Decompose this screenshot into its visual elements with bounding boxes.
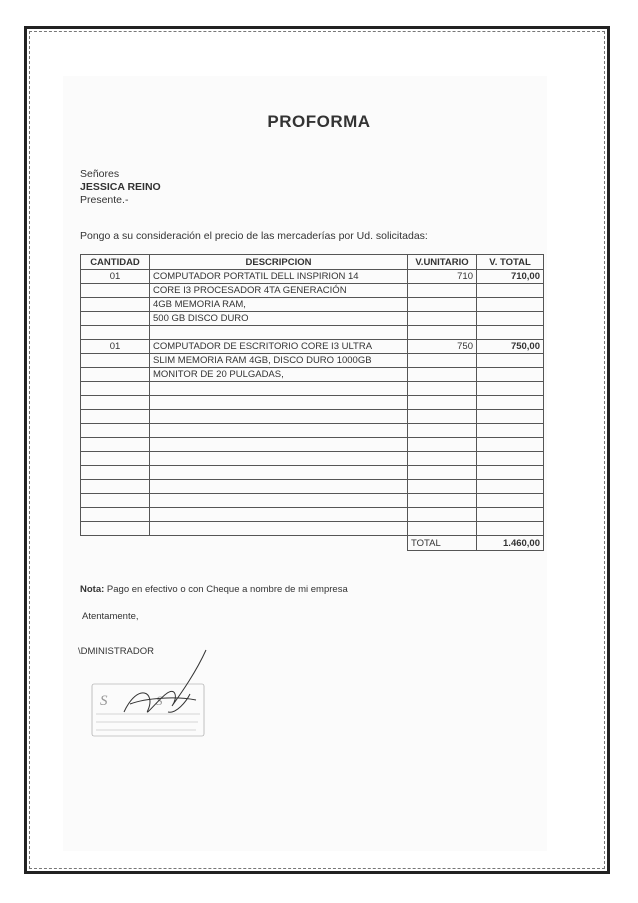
cell-total — [477, 480, 544, 494]
cell-cantidad — [81, 368, 150, 382]
intro-text: Pongo a su consideración el precio de las mercaderías por Ud. solicitadas: — [80, 230, 428, 242]
table-row — [81, 522, 544, 536]
table-row — [81, 368, 544, 382]
cell-descripcion: COMPUTADOR PORTATIL DELL INSPIRION 14 — [150, 270, 408, 284]
cell-unitario — [408, 424, 477, 438]
cell-descripcion — [150, 438, 408, 452]
cell-descripcion — [150, 410, 408, 424]
cell-descripcion — [150, 466, 408, 480]
cell-cantidad — [81, 522, 150, 536]
cell-unitario: 750 — [408, 340, 477, 354]
cell-descripcion: MONITOR DE 20 PULGADAS, — [150, 368, 408, 382]
cell-cantidad — [81, 354, 150, 368]
cell-descripcion — [150, 424, 408, 438]
table-row — [81, 452, 544, 466]
cell-cantidad — [81, 508, 150, 522]
header-unitario: V.UNITARIO — [408, 255, 477, 270]
table-row — [81, 382, 544, 396]
cell-total — [477, 354, 544, 368]
cell-total — [477, 410, 544, 424]
cell-descripcion — [150, 382, 408, 396]
table-row — [81, 494, 544, 508]
cell-total — [477, 284, 544, 298]
table-row — [81, 480, 544, 494]
cell-total — [477, 424, 544, 438]
cell-descripcion — [150, 396, 408, 410]
cell-unitario — [408, 298, 477, 312]
salutation: Señores — [80, 168, 120, 180]
table-row — [81, 508, 544, 522]
cell-unitario: 710 — [408, 270, 477, 284]
cell-total — [477, 466, 544, 480]
cell-total — [477, 438, 544, 452]
table-row — [81, 410, 544, 424]
cell-cantidad — [81, 494, 150, 508]
cell-total: 710,00 — [477, 270, 544, 284]
cell-descripcion: CORE I3 PROCESADOR 4TA GENERACIÓN — [150, 284, 408, 298]
cell-unitario — [408, 368, 477, 382]
cell-total — [477, 298, 544, 312]
cell-unitario — [408, 466, 477, 480]
cell-cantidad — [81, 284, 150, 298]
cell-total: 750,00 — [477, 340, 544, 354]
items-table — [80, 254, 544, 551]
cell-cantidad: 01 — [81, 270, 150, 284]
note — [80, 584, 348, 595]
cell-unitario — [408, 396, 477, 410]
svg-text:S: S — [156, 693, 163, 708]
closing-text: Atentamente, — [82, 611, 139, 622]
signer-title: \DMINISTRADOR — [78, 646, 154, 657]
cell-cantidad — [81, 466, 150, 480]
table-row — [81, 438, 544, 452]
table-row — [81, 326, 544, 340]
svg-text:S: S — [100, 693, 108, 709]
cell-cantidad — [81, 410, 150, 424]
table-row — [81, 312, 544, 326]
cell-total — [477, 312, 544, 326]
cell-unitario — [408, 410, 477, 424]
signature-and-stamp — [86, 642, 236, 742]
table-row — [81, 396, 544, 410]
cell-cantidad — [81, 382, 150, 396]
table-row — [81, 466, 544, 480]
cell-descripcion — [150, 480, 408, 494]
cell-unitario — [408, 494, 477, 508]
note-text: Pago en efectivo o con Cheque a nombre de mi empresa — [106, 584, 348, 595]
cell-descripcion: 500 GB DISCO DURO — [150, 312, 408, 326]
cell-unitario — [408, 438, 477, 452]
table-row — [81, 284, 544, 298]
cell-total — [477, 382, 544, 396]
note-label: Nota: — [80, 584, 105, 595]
total-row — [81, 536, 544, 551]
cell-cantidad — [81, 424, 150, 438]
cell-unitario — [408, 452, 477, 466]
recipient-name: JESSICA REINO — [80, 181, 161, 193]
cell-descripcion — [150, 494, 408, 508]
cell-cantidad — [81, 312, 150, 326]
cell-total — [477, 522, 544, 536]
cell-descripcion: SLIM MEMORIA RAM 4GB, DISCO DURO 1000GB — [150, 354, 408, 368]
cell-total — [477, 326, 544, 340]
cell-total — [477, 396, 544, 410]
cell-unitario — [408, 382, 477, 396]
header-cantidad: CANTIDAD — [81, 255, 150, 270]
cell-descripcion — [150, 452, 408, 466]
table-row — [81, 340, 544, 354]
table-row — [81, 298, 544, 312]
cell-cantidad — [81, 326, 150, 340]
cell-unitario — [408, 354, 477, 368]
cell-descripcion — [150, 522, 408, 536]
table-header-row — [81, 255, 544, 270]
cell-descripcion — [150, 508, 408, 522]
table-row — [81, 354, 544, 368]
cell-unitario — [408, 284, 477, 298]
cell-cantidad — [81, 298, 150, 312]
cell-descripcion — [150, 326, 408, 340]
total-value: 1.460,00 — [477, 536, 544, 551]
cell-cantidad — [81, 452, 150, 466]
cell-cantidad — [81, 438, 150, 452]
total-label: TOTAL — [408, 536, 477, 551]
handwritten-signature — [124, 650, 206, 712]
header-total: V. TOTAL — [477, 255, 544, 270]
document-title: PROFORMA — [267, 112, 371, 131]
cell-unitario — [408, 522, 477, 536]
cell-unitario — [408, 480, 477, 494]
cell-total — [477, 452, 544, 466]
cell-unitario — [408, 326, 477, 340]
presente: Presente.- — [80, 194, 129, 206]
table-row — [81, 424, 544, 438]
cell-unitario — [408, 508, 477, 522]
cell-unitario — [408, 312, 477, 326]
table-row — [81, 270, 544, 284]
cell-total — [477, 494, 544, 508]
cell-cantidad: 01 — [81, 340, 150, 354]
cell-descripcion: 4GB MEMORIA RAM, — [150, 298, 408, 312]
cell-cantidad — [81, 396, 150, 410]
cell-descripcion: COMPUTADOR DE ESCRITORIO CORE I3 ULTRA — [150, 340, 408, 354]
cell-total — [477, 368, 544, 382]
cell-cantidad — [81, 480, 150, 494]
header-descripcion: DESCRIPCION — [150, 255, 408, 270]
cell-total — [477, 508, 544, 522]
